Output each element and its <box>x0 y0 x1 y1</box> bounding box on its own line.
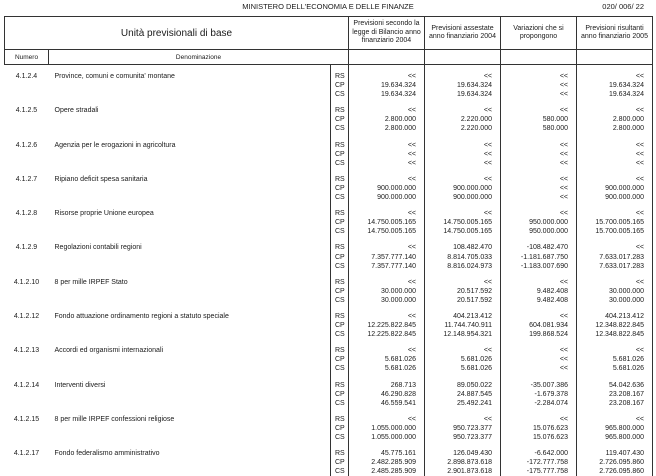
value-assestate-2004: << <box>425 209 501 218</box>
table-row <box>5 253 653 262</box>
value-assestate-2004: 19.634.324 <box>425 90 501 99</box>
value-legge-2004: 2.800.000 <box>349 124 425 133</box>
upb-number: 4.1.2.5 <box>5 106 49 115</box>
line-type: RS <box>331 72 349 81</box>
value-assestate-2004: 108.482.470 <box>425 243 501 252</box>
value-risultanti-2005: 404.213.412 <box>577 312 653 321</box>
line-type: CP <box>331 355 349 364</box>
line-type: RS <box>331 346 349 355</box>
upb-denomination: Fondo attuazione ordinamento regioni a statuto speciale <box>49 312 331 321</box>
line-type: CS <box>331 90 349 99</box>
table-row <box>5 287 653 296</box>
table-row <box>5 330 653 339</box>
upb-denomination: 8 per mille IRPEF Stato <box>49 278 331 287</box>
value-legge-2004: 2.482.285.909 <box>349 458 425 467</box>
line-type: RS <box>331 278 349 287</box>
table-row <box>5 159 653 168</box>
value-risultanti-2005: 119.407.430 <box>577 449 653 458</box>
value-risultanti-2005: 900.000.000 <box>577 193 653 202</box>
value-variazioni: 15.076.623 <box>501 424 577 433</box>
value-variazioni: << <box>501 72 577 81</box>
value-assestate-2004: << <box>425 175 501 184</box>
value-risultanti-2005: 12.348.822.845 <box>577 321 653 330</box>
table-row <box>5 381 653 390</box>
table-row <box>5 321 653 330</box>
value-assestate-2004: << <box>425 106 501 115</box>
value-risultanti-2005: 15.700.005.165 <box>577 227 653 236</box>
value-assestate-2004: 20.517.592 <box>425 287 501 296</box>
line-type: CP <box>331 184 349 193</box>
table-body <box>5 65 653 476</box>
value-legge-2004: 2.485.285.909 <box>349 467 425 476</box>
value-variazioni: -2.284.074 <box>501 399 577 408</box>
table-row <box>5 150 653 159</box>
upb-number: 4.1.2.8 <box>5 209 49 218</box>
table-row <box>5 262 653 271</box>
value-assestate-2004: 900.000.000 <box>425 193 501 202</box>
line-type: CS <box>331 467 349 476</box>
value-legge-2004: 12.225.822.845 <box>349 321 425 330</box>
upb-denomination: Province, comuni e comunita' montane <box>49 72 331 81</box>
table-row <box>5 175 653 184</box>
value-risultanti-2005: << <box>577 278 653 287</box>
value-legge-2004: 30.000.000 <box>349 296 425 305</box>
upb-denomination: Fondo federalismo amministrativo <box>49 449 331 458</box>
table-row <box>5 193 653 202</box>
value-variazioni: << <box>501 193 577 202</box>
value-variazioni: -108.482.470 <box>501 243 577 252</box>
ministry-title: MINISTERO DELL'ECONOMIA E DELLE FINANZE <box>0 2 656 11</box>
upb-number: 4.1.2.6 <box>5 141 49 150</box>
upb-number: 4.1.2.17 <box>5 449 49 458</box>
table-row <box>5 115 653 124</box>
value-legge-2004: << <box>349 72 425 81</box>
value-legge-2004: 46.559.541 <box>349 399 425 408</box>
col-header-variazioni: Variazioni che si propongono <box>501 17 577 50</box>
line-type: CS <box>331 159 349 168</box>
value-assestate-2004: 2.220.000 <box>425 124 501 133</box>
value-variazioni: << <box>501 184 577 193</box>
value-variazioni: 15.076.623 <box>501 433 577 442</box>
value-variazioni: 580.000 <box>501 124 577 133</box>
value-risultanti-2005: 7.633.017.283 <box>577 253 653 262</box>
upb-denomination: Regolazioni contabili regioni <box>49 243 331 252</box>
table-row <box>5 399 653 408</box>
value-variazioni: 604.081.934 <box>501 321 577 330</box>
value-risultanti-2005: 23.208.167 <box>577 390 653 399</box>
table-row <box>5 209 653 218</box>
value-risultanti-2005: 2.726.095.860 <box>577 458 653 467</box>
value-risultanti-2005: 15.700.005.165 <box>577 218 653 227</box>
value-variazioni: << <box>501 90 577 99</box>
table-row <box>5 81 653 90</box>
value-legge-2004: 1.055.000.000 <box>349 433 425 442</box>
upb-number: 4.1.2.9 <box>5 243 49 252</box>
line-type: RS <box>331 141 349 150</box>
value-legge-2004: << <box>349 106 425 115</box>
value-assestate-2004: 8.816.024.973 <box>425 262 501 271</box>
value-assestate-2004: 950.723.377 <box>425 424 501 433</box>
line-type: CS <box>331 296 349 305</box>
table-row <box>5 390 653 399</box>
value-variazioni: << <box>501 346 577 355</box>
line-type: CP <box>331 253 349 262</box>
value-assestate-2004: 25.492.241 <box>425 399 501 408</box>
line-type: RS <box>331 243 349 252</box>
upb-number: 4.1.2.14 <box>5 381 49 390</box>
value-assestate-2004: 900.000.000 <box>425 184 501 193</box>
value-legge-2004: 1.055.000.000 <box>349 424 425 433</box>
value-risultanti-2005: << <box>577 150 653 159</box>
line-type: CP <box>331 424 349 433</box>
value-legge-2004: << <box>349 415 425 424</box>
value-variazioni: << <box>501 141 577 150</box>
value-legge-2004: 900.000.000 <box>349 184 425 193</box>
value-risultanti-2005: << <box>577 415 653 424</box>
table-row <box>5 218 653 227</box>
value-risultanti-2005: 2.726.095.860 <box>577 467 653 476</box>
value-legge-2004: 19.634.324 <box>349 90 425 99</box>
value-assestate-2004: 14.750.005.165 <box>425 218 501 227</box>
upb-denomination: Opere stradali <box>49 106 331 115</box>
value-legge-2004: 14.750.005.165 <box>349 227 425 236</box>
value-variazioni: -175.777.758 <box>501 467 577 476</box>
value-legge-2004: 12.225.822.845 <box>349 330 425 339</box>
line-type: CP <box>331 115 349 124</box>
upb-number: 4.1.2.4 <box>5 72 49 81</box>
value-variazioni: 9.482.408 <box>501 296 577 305</box>
line-type: CS <box>331 433 349 442</box>
value-risultanti-2005: 54.042.636 <box>577 381 653 390</box>
value-risultanti-2005: << <box>577 209 653 218</box>
value-assestate-2004: 404.213.412 <box>425 312 501 321</box>
table-row <box>5 141 653 150</box>
line-type: CS <box>331 364 349 373</box>
table-row <box>5 243 653 252</box>
value-assestate-2004: << <box>425 150 501 159</box>
value-assestate-2004: 89.050.022 <box>425 381 501 390</box>
table-row <box>5 355 653 364</box>
value-variazioni: << <box>501 106 577 115</box>
value-variazioni: << <box>501 278 577 287</box>
table-row <box>5 278 653 287</box>
value-legge-2004: 2.800.000 <box>349 115 425 124</box>
value-assestate-2004: << <box>425 346 501 355</box>
value-legge-2004: 900.000.000 <box>349 193 425 202</box>
value-legge-2004: 46.290.828 <box>349 390 425 399</box>
value-variazioni: << <box>501 175 577 184</box>
value-assestate-2004: 20.517.592 <box>425 296 501 305</box>
value-assestate-2004: 5.681.026 <box>425 355 501 364</box>
value-risultanti-2005: 900.000.000 <box>577 184 653 193</box>
table-row <box>5 346 653 355</box>
line-type: CS <box>331 330 349 339</box>
value-assestate-2004: 19.634.324 <box>425 81 501 90</box>
line-type: CP <box>331 458 349 467</box>
value-risultanti-2005: << <box>577 141 653 150</box>
value-legge-2004: 7.357.777.140 <box>349 262 425 271</box>
value-assestate-2004: 12.148.954.321 <box>425 330 501 339</box>
line-type: RS <box>331 381 349 390</box>
value-risultanti-2005: << <box>577 159 653 168</box>
budget-table-frame <box>4 16 652 445</box>
line-type: RS <box>331 175 349 184</box>
value-legge-2004: << <box>349 243 425 252</box>
table-row <box>5 90 653 99</box>
line-type: RS <box>331 106 349 115</box>
value-risultanti-2005: << <box>577 243 653 252</box>
value-risultanti-2005: 7.633.017.283 <box>577 262 653 271</box>
value-assestate-2004: << <box>425 159 501 168</box>
value-assestate-2004: 950.723.377 <box>425 433 501 442</box>
line-type: RS <box>331 415 349 424</box>
page-code: 020/ 006/ 22 <box>602 2 644 11</box>
value-assestate-2004: 14.750.005.165 <box>425 227 501 236</box>
value-variazioni: -1.183.007.690 <box>501 262 577 271</box>
value-variazioni: << <box>501 209 577 218</box>
value-risultanti-2005: 30.000.000 <box>577 296 653 305</box>
table-row <box>5 458 653 467</box>
table-row <box>5 124 653 133</box>
value-variazioni: << <box>501 415 577 424</box>
value-legge-2004: 14.750.005.165 <box>349 218 425 227</box>
line-type: CS <box>331 124 349 133</box>
col-header-numero: Numero <box>5 50 49 65</box>
value-risultanti-2005: 19.634.324 <box>577 81 653 90</box>
line-type: CP <box>331 150 349 159</box>
col-header-previsioni-risultanti: Previsioni risultanti anno finanziario 2005 <box>577 17 653 50</box>
value-legge-2004: << <box>349 141 425 150</box>
value-assestate-2004: << <box>425 278 501 287</box>
value-risultanti-2005: 5.681.026 <box>577 355 653 364</box>
value-variazioni: -6.642.000 <box>501 449 577 458</box>
line-type: RS <box>331 209 349 218</box>
value-legge-2004: << <box>349 209 425 218</box>
upb-denomination: 8 per mille IRPEF confessioni religiose <box>49 415 331 424</box>
line-type: CP <box>331 287 349 296</box>
table-row <box>5 184 653 193</box>
table-row <box>5 415 653 424</box>
upb-denomination: Accordi ed organismi internazionali <box>49 346 331 355</box>
value-assestate-2004: << <box>425 415 501 424</box>
value-risultanti-2005: 23.208.167 <box>577 399 653 408</box>
value-variazioni: 580.000 <box>501 115 577 124</box>
line-type: CP <box>331 390 349 399</box>
value-variazioni: -35.007.386 <box>501 381 577 390</box>
upb-denomination: Risorse proprie Unione europea <box>49 209 331 218</box>
table-row <box>5 467 653 476</box>
table-row <box>5 106 653 115</box>
value-assestate-2004: 2.220.000 <box>425 115 501 124</box>
value-risultanti-2005: << <box>577 72 653 81</box>
value-risultanti-2005: 30.000.000 <box>577 287 653 296</box>
value-risultanti-2005: << <box>577 346 653 355</box>
col-header-previsioni-assestate: Previsioni assestate anno finanziario 2004 <box>425 17 501 50</box>
value-assestate-2004: << <box>425 141 501 150</box>
value-variazioni: << <box>501 312 577 321</box>
line-type: CP <box>331 218 349 227</box>
value-assestate-2004: 24.887.545 <box>425 390 501 399</box>
value-assestate-2004: 126.049.430 <box>425 449 501 458</box>
upb-denomination: Ripiano deficit spesa sanitaria <box>49 175 331 184</box>
value-legge-2004: 7.357.777.140 <box>349 253 425 262</box>
line-type: CS <box>331 399 349 408</box>
table-row <box>5 312 653 321</box>
value-variazioni: -1.181.687.750 <box>501 253 577 262</box>
value-assestate-2004: 5.681.026 <box>425 364 501 373</box>
budget-table <box>4 16 653 476</box>
value-assestate-2004: 2.898.873.618 <box>425 458 501 467</box>
value-assestate-2004: 8.814.705.033 <box>425 253 501 262</box>
value-risultanti-2005: 2.800.000 <box>577 115 653 124</box>
value-risultanti-2005: 12.348.822.845 <box>577 330 653 339</box>
value-legge-2004: << <box>349 278 425 287</box>
value-legge-2004: 30.000.000 <box>349 287 425 296</box>
value-legge-2004: << <box>349 150 425 159</box>
table-row <box>5 449 653 458</box>
value-variazioni: 9.482.408 <box>501 287 577 296</box>
table-row <box>5 433 653 442</box>
value-legge-2004: << <box>349 159 425 168</box>
upb-number: 4.1.2.10 <box>5 278 49 287</box>
upb-number: 4.1.2.12 <box>5 312 49 321</box>
line-type: CP <box>331 321 349 330</box>
value-variazioni: 950.000.000 <box>501 218 577 227</box>
value-risultanti-2005: 965.800.000 <box>577 433 653 442</box>
line-type: CS <box>331 227 349 236</box>
line-type: CS <box>331 193 349 202</box>
value-legge-2004: << <box>349 175 425 184</box>
value-legge-2004: 19.634.324 <box>349 81 425 90</box>
table-row <box>5 364 653 373</box>
value-risultanti-2005: << <box>577 106 653 115</box>
value-assestate-2004: << <box>425 72 501 81</box>
value-legge-2004: << <box>349 312 425 321</box>
line-type: RS <box>331 449 349 458</box>
line-type: CP <box>331 81 349 90</box>
value-legge-2004: << <box>349 346 425 355</box>
upb-number: 4.1.2.13 <box>5 346 49 355</box>
table-row <box>5 72 653 81</box>
value-risultanti-2005: 5.681.026 <box>577 364 653 373</box>
value-risultanti-2005: << <box>577 175 653 184</box>
value-legge-2004: 5.681.026 <box>349 364 425 373</box>
col-header-denominazione: Denominazione <box>49 50 349 65</box>
page-header <box>0 2 656 14</box>
value-legge-2004: 5.681.026 <box>349 355 425 364</box>
table-row <box>5 227 653 236</box>
table-row <box>5 424 653 433</box>
unita-header: Unità previsionali di base <box>5 17 349 50</box>
value-variazioni: << <box>501 364 577 373</box>
value-legge-2004: 45.775.161 <box>349 449 425 458</box>
value-legge-2004: 268.713 <box>349 381 425 390</box>
value-variazioni: -1.679.378 <box>501 390 577 399</box>
value-variazioni: << <box>501 150 577 159</box>
value-risultanti-2005: 2.800.000 <box>577 124 653 133</box>
value-assestate-2004: 11.744.740.911 <box>425 321 501 330</box>
value-variazioni: 950.000.000 <box>501 227 577 236</box>
line-type: RS <box>331 312 349 321</box>
upb-denomination: Agenzia per le erogazioni in agricoltura <box>49 141 331 150</box>
value-variazioni: << <box>501 159 577 168</box>
table-row <box>5 296 653 305</box>
value-assestate-2004: 2.901.873.618 <box>425 467 501 476</box>
upb-number: 4.1.2.7 <box>5 175 49 184</box>
line-type: CS <box>331 262 349 271</box>
value-risultanti-2005: 965.800.000 <box>577 424 653 433</box>
value-variazioni: -172.777.758 <box>501 458 577 467</box>
value-variazioni: << <box>501 81 577 90</box>
upb-denomination: Interventi diversi <box>49 381 331 390</box>
col-header-previsioni-legge: Previsioni secondo la legge di Bilancio anno finanziario 2004 <box>349 17 425 50</box>
value-variazioni: << <box>501 355 577 364</box>
value-risultanti-2005: 19.634.324 <box>577 90 653 99</box>
value-variazioni: 199.868.524 <box>501 330 577 339</box>
upb-number: 4.1.2.15 <box>5 415 49 424</box>
